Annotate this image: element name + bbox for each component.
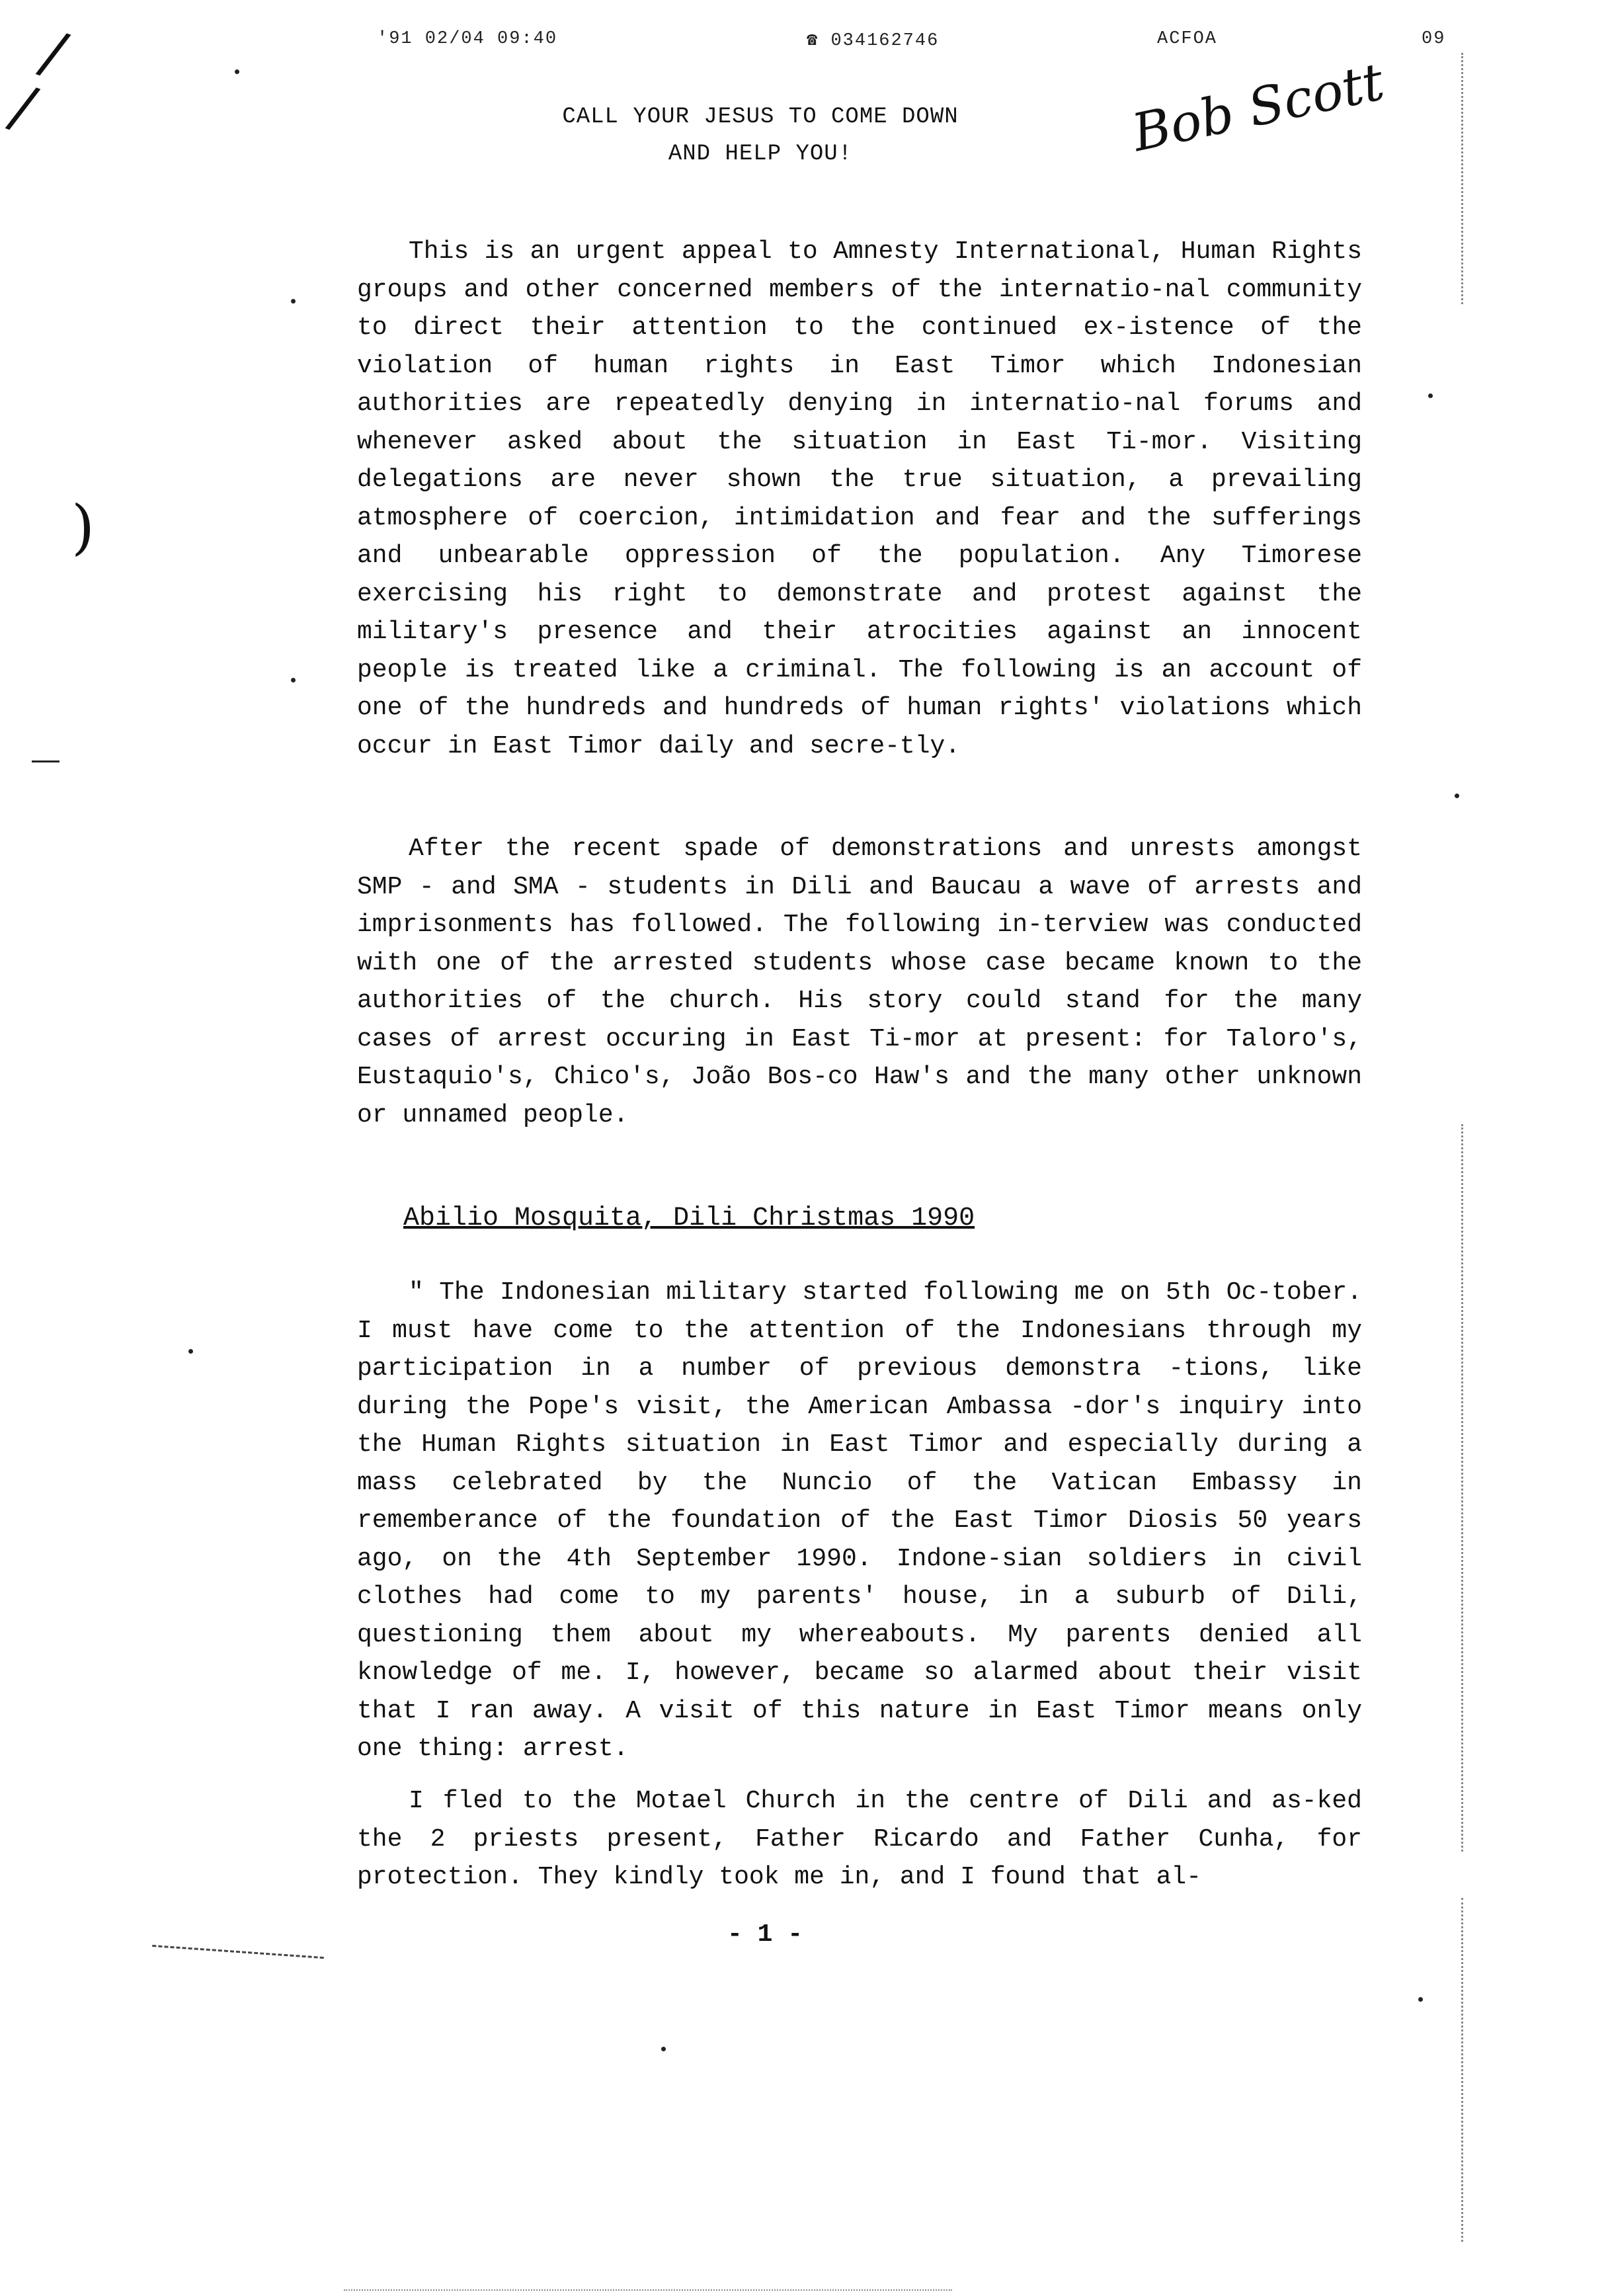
- paragraph-text: " The Indonesian military started following me on 5th Oc-tober. I must have come to the attention of the Indonesians through my participation in a number of previous demonstra -tions, like during the Pope's visit, the American Ambassa -dor's inquiry into the Human Rights situation in East Timor and especially during a mass celebrated by the Nuncio of the Vatican Embassy in rememberance of the foundation of the East Timor Diosis 50 years ago, on the 4th September 1990. Indone-sian soldiers in civil clothes had come to my parents' house, in a suburb of Dili, questioning them about my whereabouts. My parents denied all knowledge of me. I, however, became so alarmed about their visit that I ran away. A visit of this nature in East Timor means only one thing: arrest.: [357, 1278, 1362, 1763]
- fax-transmission-header: [377, 29, 1468, 56]
- margin-dash-mark: [32, 760, 60, 762]
- scan-dotted-line: [344, 2289, 952, 2291]
- scan-speck: [235, 69, 239, 74]
- handwritten-signature: Bob Scott: [1127, 52, 1389, 164]
- document-title-line-2: AND HELP YOU!: [668, 142, 853, 167]
- scan-speck: [291, 299, 296, 304]
- scan-edge-dots: [1461, 1124, 1466, 1852]
- scan-speck: [1455, 794, 1459, 798]
- margin-bracket-mark: ): [71, 493, 95, 562]
- scan-speck: [291, 678, 296, 682]
- scan-edge-dots: [1461, 1898, 1466, 2242]
- scan-dotted-line: [152, 1945, 324, 1959]
- margin-pen-mark: /: [1, 71, 45, 144]
- section-heading: Abilio Mosquita, Dili Christmas 1990: [403, 1204, 975, 1233]
- appeal-paragraph: [357, 233, 1362, 765]
- arrests-paragraph: [357, 830, 1362, 1134]
- fax-sender: ACFOA: [1157, 29, 1218, 49]
- scan-edge-dots: [1461, 53, 1466, 304]
- margin-pen-mark: /: [32, 17, 75, 90]
- paragraph-text: This is an urgent appeal to Amnesty International, Human Rights groups and other concerned members of the internatio-nal community to direct their attention to the continued ex-istence of the violation of human rights in East Timor which Indonesian authorities are repeatedly denying in internatio-nal forums and whenever asked about the situation in East Ti-mor. Visiting delegations are never shown the true situation, a prevailing atmosphere of coercion, intimidation and fear and the sufferings and unbearable oppression of the population. Any Timorese exercising his right to demonstrate and protest against the military's presence and their atrocities against an innocent people is treated like a criminal. The following is an account of one of the hundreds and hundreds of human rights' violations which occur in East Timor daily and secre-tly.: [357, 237, 1362, 760]
- paragraph-text: I fled to the Motael Church in the centre of Dili and as-ked the 2 priests present, Father Ricardo and Father Cunha, for protection. They kindly took me in, and I found that al-: [357, 1787, 1362, 1891]
- scan-speck: [188, 1349, 193, 1354]
- interview-paragraph: [357, 1274, 1362, 1768]
- fax-date-time: '91 02/04 09:40: [377, 29, 558, 49]
- page-number: - 1 -: [727, 1920, 803, 1949]
- paragraph-text: After the recent spade of demonstrations and unrests amongst SMP - and SMA - students in Dili and Baucau a wave of arrests and imprisonments has followed. The following in-terview was conducted with one of the arrested students whose case became known to the authorities of the church. His story could stand for the many cases of arrest occuring in East Ti-mor at present: for Taloro's, Eustaquio's, Chico's, João Bos-co Haw's and the many other unknown or unnamed people.: [357, 835, 1362, 1129]
- scan-speck: [1418, 1997, 1423, 2002]
- fax-page-count: 09: [1422, 29, 1446, 49]
- scan-speck: [1428, 393, 1433, 398]
- fax-number: ☎ 034162746: [807, 31, 940, 51]
- scan-speck: [661, 2047, 666, 2051]
- interview-continuation-paragraph: [357, 1782, 1362, 1897]
- document-title-line-1: CALL YOUR JESUS TO COME DOWN: [562, 104, 959, 130]
